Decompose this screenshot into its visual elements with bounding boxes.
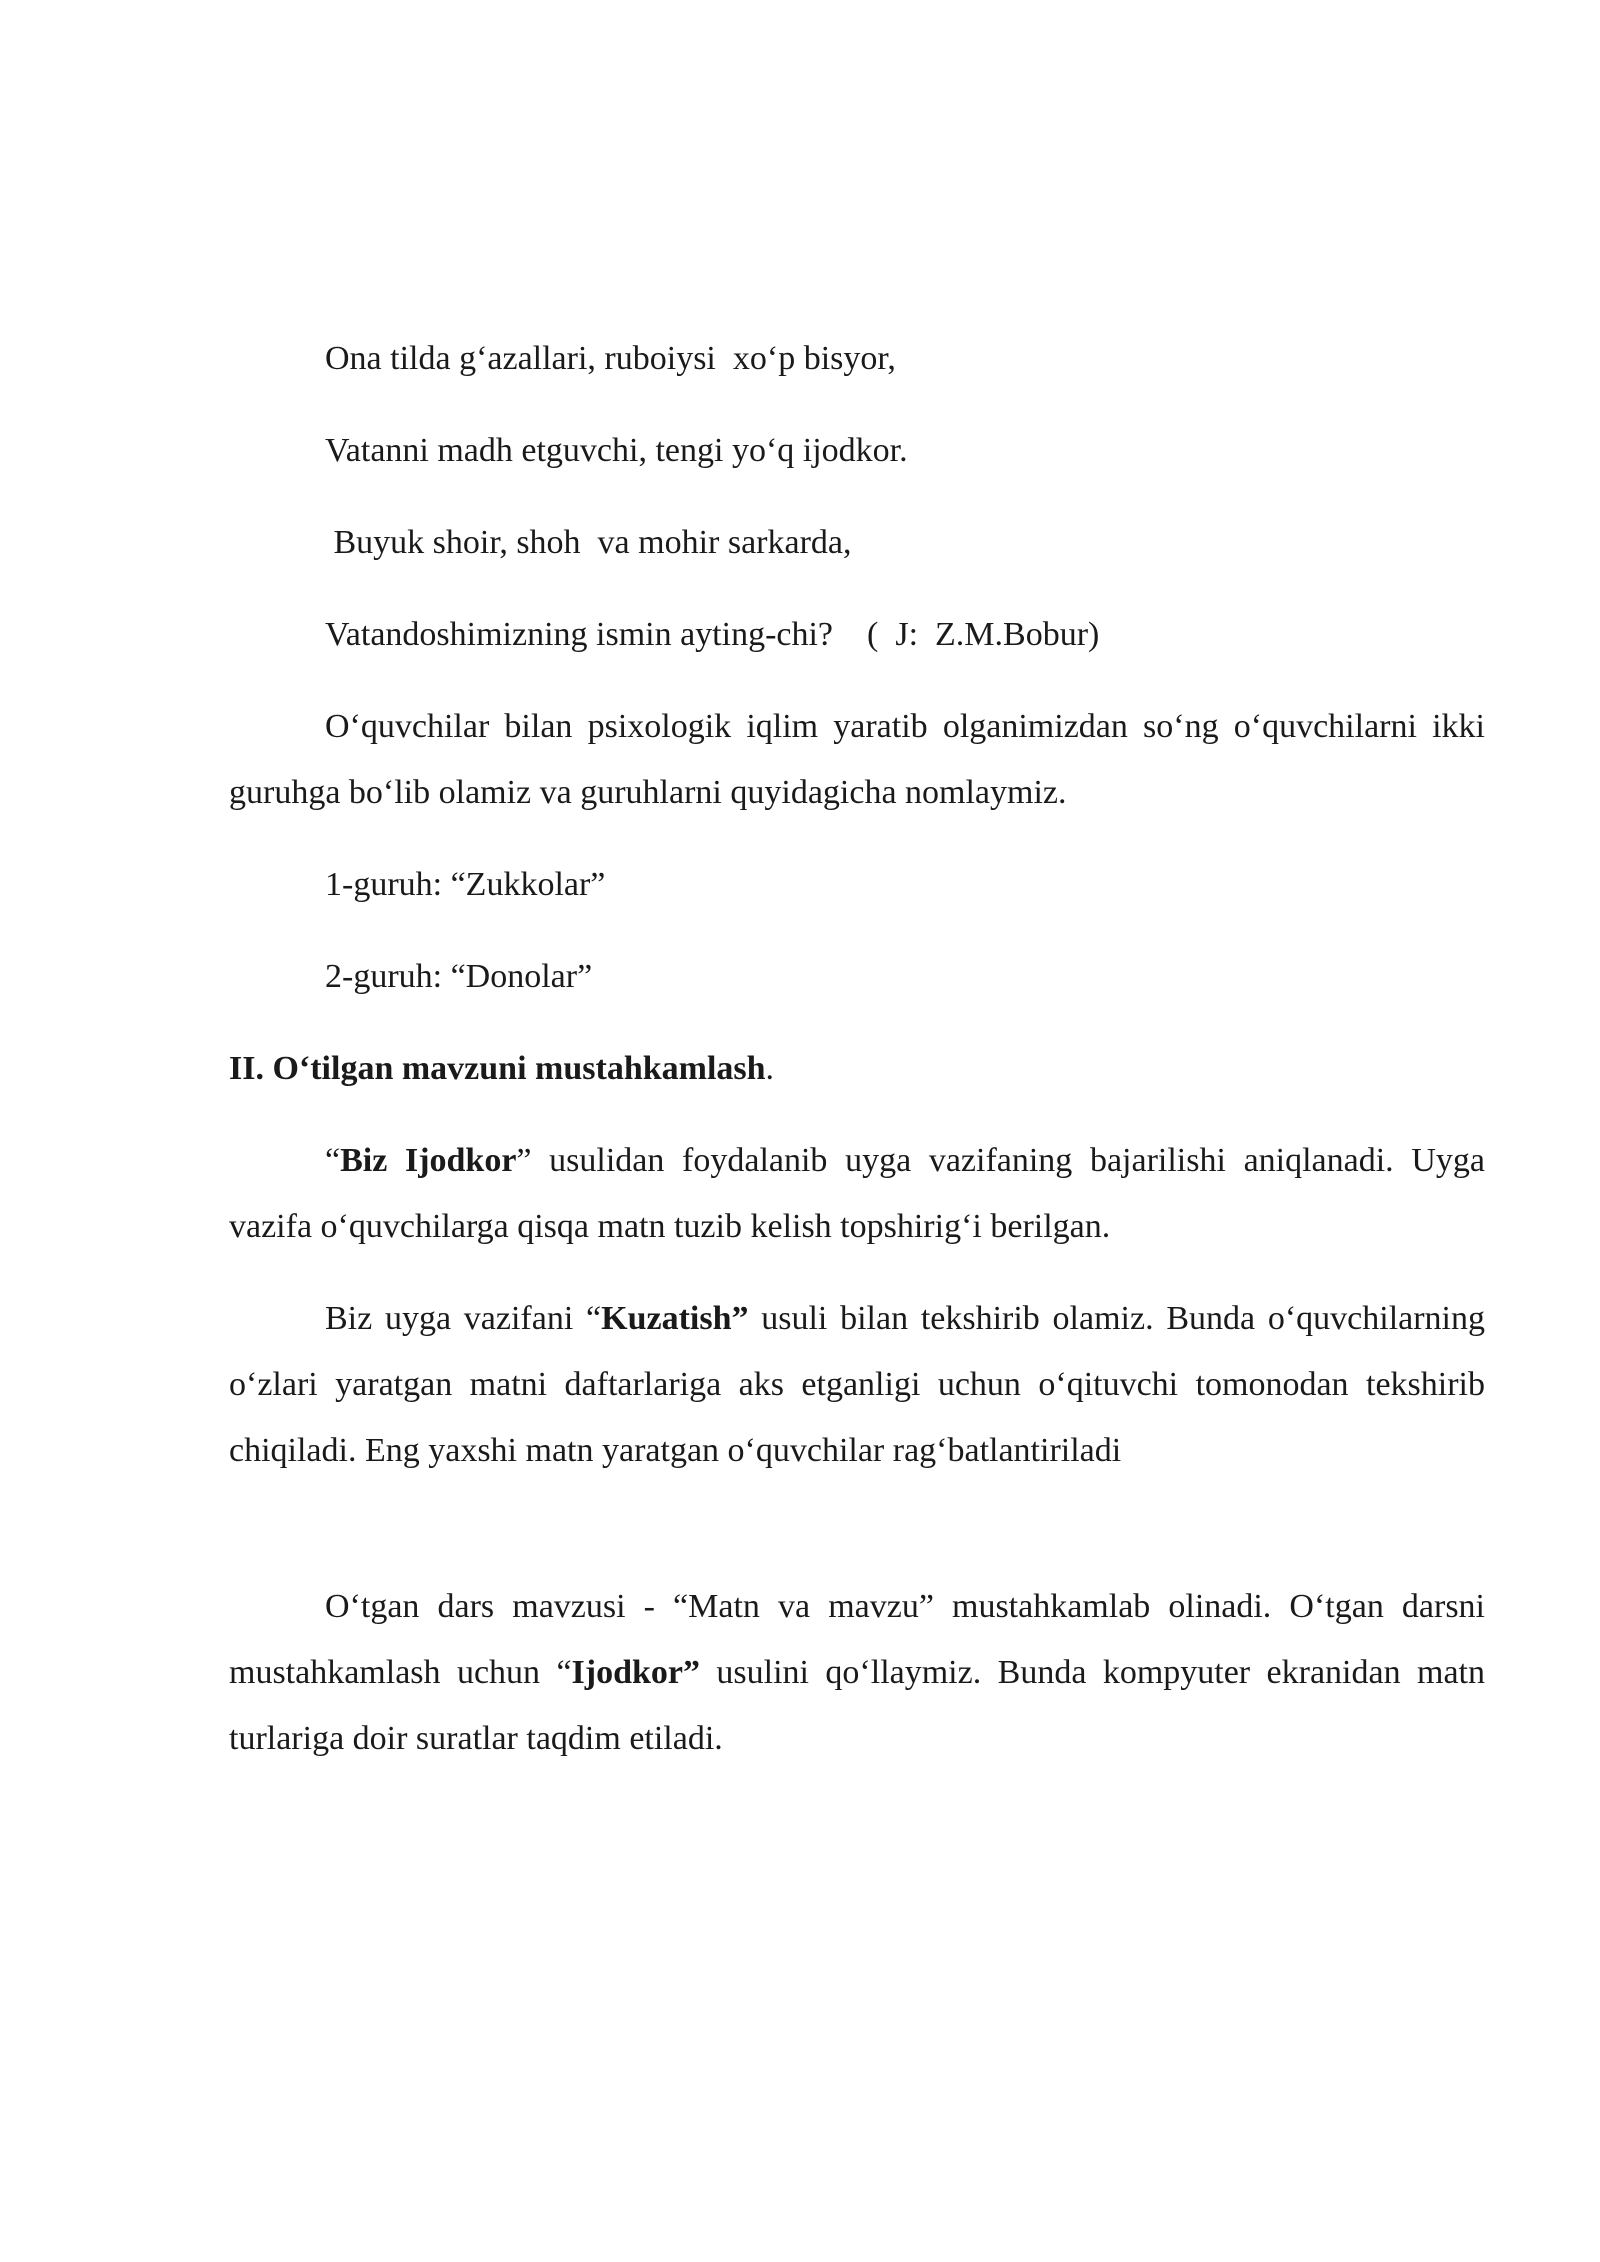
groups-block — [325, 852, 1485, 1036]
section-heading-text: II. O‘tilgan mavzuni mustahkamlash — [229, 1050, 766, 1087]
section-heading-block — [229, 1036, 1485, 1128]
intro-block — [229, 694, 1485, 826]
group-2: 2-guruh: “Donolar” — [325, 958, 593, 995]
para-ijodkor-block — [229, 1574, 1485, 1772]
para-kuzatish-block — [229, 1286, 1485, 1484]
poem-line-3: Buyuk shoir, shoh va mohir sarkarda, — [325, 524, 852, 561]
para-ijodkor — [229, 1574, 1485, 1772]
poem-line-1: Ona tilda g‘azallari, ruboiysi xo‘p bisyor, — [325, 340, 896, 377]
para-ijodkor-before: O‘tgan dars mavzusi - “Matn va mavzu” mustahkamlab olinadi. O‘tgan darsni mustahkamlash uchun “ — [229, 1588, 1485, 1691]
poem-line-2: Vatanni madh etguvchi, tengi yo‘q ijodkor. — [325, 432, 908, 469]
para-biz-block — [229, 1128, 1485, 1260]
para-kuzatish — [229, 1286, 1485, 1484]
poem-block — [325, 326, 1485, 694]
para-kuzatish-rest: usuli bilan tekshirib olamiz. Bunda o‘quvchilarning o‘zlari yaratgan matni daftarlariga aks etganligi uchun o‘qituvchi tomonodan tekshirib chiqiladi. Eng yaxshi matn yaratgan o‘quvchilar rag‘batlantiriladi — [229, 1300, 1485, 1469]
poem-line-4: Vatandoshimizning ismin ayting-chi? ( J: Z.M.Bobur) — [325, 616, 1100, 653]
section-heading-dot: . — [765, 1050, 775, 1087]
para-biz-open-quote: “ — [325, 1142, 341, 1179]
para-ijodkor-bold: Ijodkor” — [571, 1654, 701, 1691]
para-kuzatish-before: Biz uyga vazifani “ — [325, 1300, 602, 1337]
para-kuzatish-bold: Kuzatish” — [601, 1300, 749, 1337]
group-1: 1-guruh: “Zukkolar” — [325, 866, 606, 903]
section-heading — [229, 1036, 1485, 1128]
para-biz-bold: Biz Ijodkor — [340, 1142, 517, 1179]
intro-paragraph: O‘quvchilar bilan psixologik iqlim yaratib olganimizdan so‘ng o‘quvchilarni ikki guruhga bo‘lib olamiz va guruhlarni quyidagicha nomlaymiz. — [229, 708, 1485, 811]
para-biz — [229, 1128, 1485, 1260]
para-biz-rest: ” usulidan foydalanib uyga vazifaning bajarilishi aniqlanadi. Uyga vazifa o‘quvchilarga qisqa matn tuzib kelish topshirig‘i berilgan. — [229, 1142, 1485, 1245]
para-ijodkor-rest: usulini qo‘llaymiz. Bunda kompyuter ekranidan matn turlariga doir suratlar taqdim etiladi. — [229, 1654, 1485, 1757]
